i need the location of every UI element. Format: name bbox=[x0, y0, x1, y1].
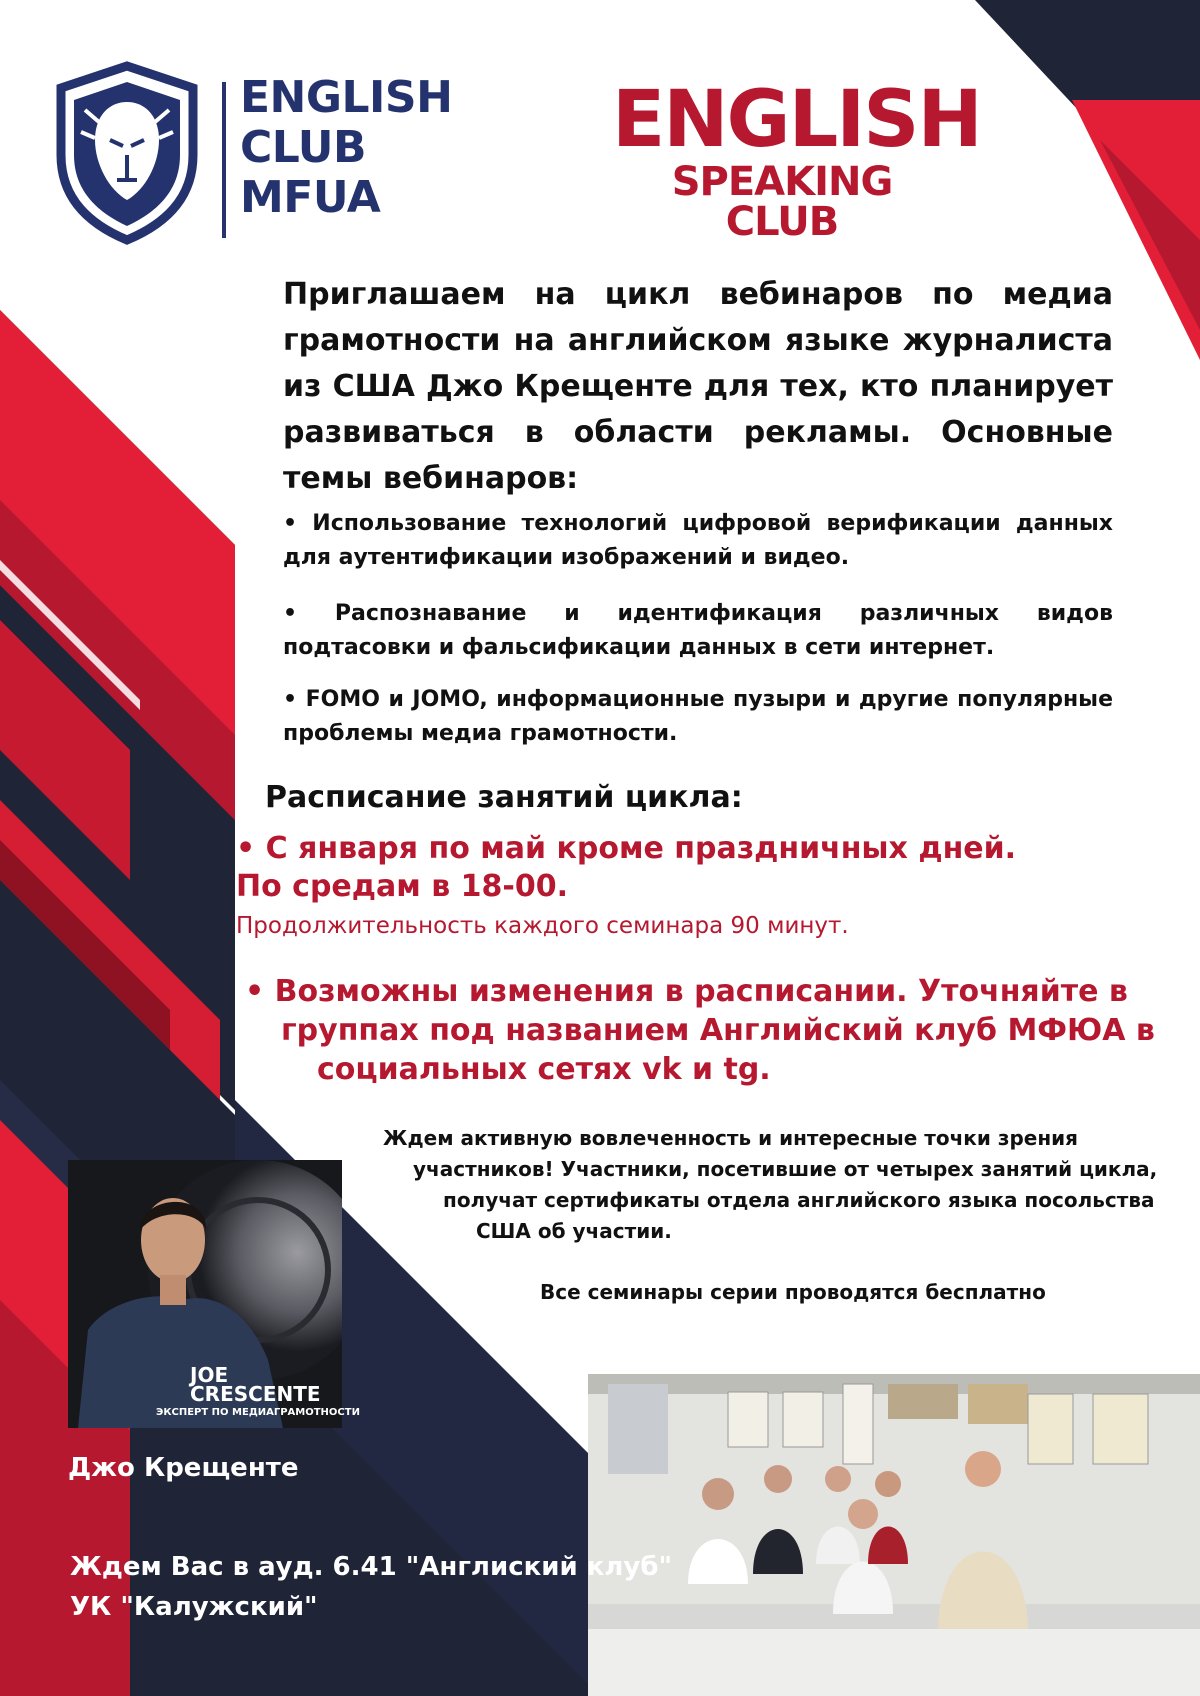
club-title-sub: SPEAKING CLUB bbox=[671, 159, 893, 245]
participation-line: участников! Участники, посетившие от четырех занятий цикла, bbox=[413, 1157, 1158, 1181]
participation-line: США об участии. bbox=[476, 1219, 672, 1243]
schedule-heading: Расписание занятий цикла: bbox=[265, 780, 743, 815]
schedule-note bbox=[245, 972, 1155, 1089]
schedule-duration: Продолжительность каждого семинара 90 минут. bbox=[236, 913, 849, 939]
logo-line: ENGLISH bbox=[240, 72, 453, 123]
schedule-note-line: социальных сетях vk и tg. bbox=[317, 1052, 771, 1087]
intro-paragraph: Приглашаем на цикл вебинаров по медиа грамотности на английском языке журналиста из США Джо Крещенте для тех, кто планирует развиваться в области рекламы. Основные темы вебинаров: bbox=[283, 277, 1113, 496]
logo-line: CLUB bbox=[240, 122, 367, 173]
participation-line: получат сертификаты отдела английского языка посольства bbox=[443, 1188, 1155, 1212]
schedule-period bbox=[236, 830, 1016, 906]
footer-line: Ждем Вас в ауд. 6.41 "Англиский клуб" bbox=[70, 1552, 673, 1582]
footer-line: УК "Калужский" bbox=[70, 1592, 318, 1622]
schedule-line: По средам в 18-00. bbox=[236, 869, 568, 904]
topic-item: • Распознавание и идентификация различных видов подтасовки и фальсификации данных в сети интернет. bbox=[283, 601, 1113, 660]
speaker-photo-role: ЭКСПЕРТ ПО МЕДИАГРАМОТНОСТИ bbox=[156, 1407, 360, 1418]
lion-shield-logo bbox=[55, 60, 200, 245]
speaker-photo-surname: CRESCENTE bbox=[190, 1382, 321, 1406]
logo-divider bbox=[222, 82, 226, 238]
schedule-note-line: • Возможны изменения в расписании. Уточняйте в bbox=[245, 974, 1128, 1009]
schedule-note-line: группах под названием Английский клуб МФЮА в bbox=[281, 1013, 1155, 1048]
topic-item: • FOMO и JOMO, информационные пузыри и другие популярные проблемы медиа грамотности. bbox=[283, 687, 1113, 746]
club-title bbox=[612, 75, 981, 245]
topic-item: • Использование технологий цифровой верификации данных для аутентификации изображений и видео. bbox=[283, 511, 1113, 570]
logo-line: MFUA bbox=[240, 172, 381, 223]
participation-line: Ждем активную вовлеченность и интересные точки зрения bbox=[383, 1126, 1079, 1150]
schedule-line: • С января по май кроме праздничных дней. bbox=[236, 831, 1017, 866]
speaker-photo-name: JOE bbox=[190, 1363, 229, 1387]
group-photo-art bbox=[588, 1374, 1200, 1696]
free-note: Все семинары серии проводятся бесплатно bbox=[540, 1280, 1046, 1304]
footer-address bbox=[70, 1547, 672, 1627]
group-photo bbox=[588, 1374, 1200, 1696]
club-title-main: ENGLISH bbox=[612, 75, 981, 165]
speaker-caption: Джо Крещенте bbox=[68, 1453, 299, 1483]
logo-wordmark bbox=[240, 73, 452, 223]
